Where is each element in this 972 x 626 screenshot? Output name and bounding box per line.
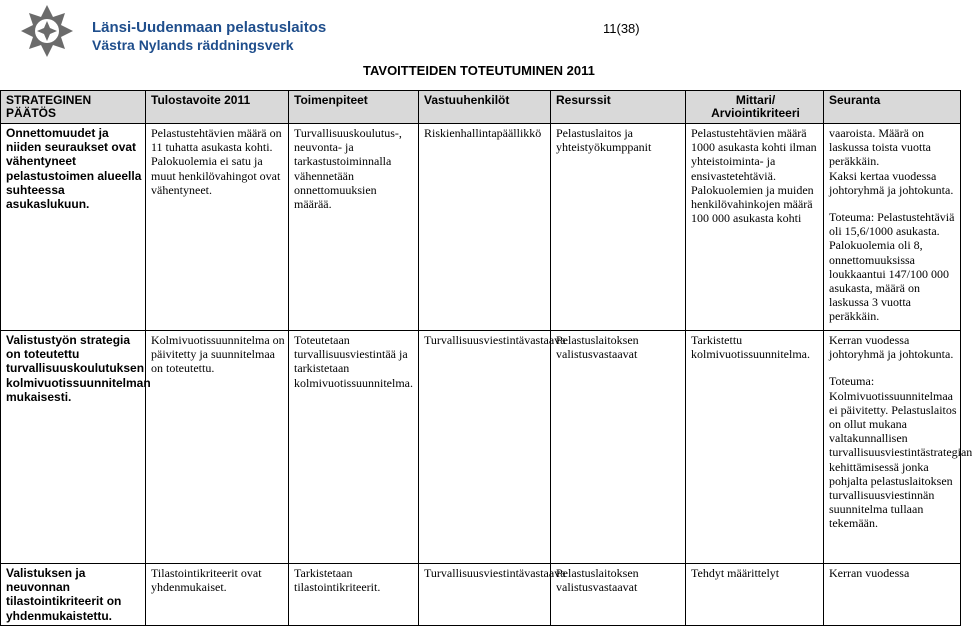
org-name-sv: Västra Nylands räddningsverk [92,37,294,53]
cell-mittari: Tehdyt määrittelyt [686,564,824,626]
seuranta-frequency: Kerran vuodessa [829,566,910,580]
table-row [1,564,961,626]
cell-toimenpiteet: Tarkistetaan tilastointikriteerit. [289,564,419,626]
cell-strateginen: Valistustyön strategia on toteutettu turvallisuuskoulutuksen kolmivuotissuunnitelman mukaisesti. [1,331,146,564]
header-strateginen: STRATEGINEN PÄÄTÖS [1,91,146,124]
rescue-cross-emblem-icon [20,4,74,58]
cell-seuranta [824,564,961,626]
goals-table [0,90,972,626]
cell-strateginen: Valistuksen ja neuvonnan tilastointikriteerit on yhdenmukaistettu. [1,564,146,626]
cell-toimenpiteet: Turvallisuuskoulutus-, neuvonta- ja tarkastustoiminnalla vähennetään onnettomuuksien määrää. [289,124,419,331]
cell-tulostavoite: Tilastointikriteerit ovat yhdenmukaiset. [146,564,289,626]
header-mittari: Mittari/ Arviointikriteeri [686,91,824,124]
cell-vastuuhenkilot: Riskienhallintapäällikkö [419,124,551,331]
org-name-fi: Länsi-Uudenmaan pelastuslaitos [92,19,327,36]
header-seuranta: Seuranta [824,91,961,124]
cell-seuranta [824,124,961,331]
page-header [0,0,960,90]
cell-resurssit: Pelastuslaitoksen valistusvastaavat [551,331,686,564]
page-number: 11(38) [603,21,640,36]
cell-tulostavoite: Kolmivuotissuunnitelma on päivitetty ja suunnitelmaa on toteutettu. [146,331,289,564]
cell-vastuuhenkilot: Turvallisuusviestintävastaava [419,331,551,564]
seuranta-toteuma: Toteuma: Pelastustehtäviä oli 15,6/1000 asukasta. Palokuolemia oli 8, onnettomuuksissa loukkaantui 147/100 000 asukasta, määrä on laskussa 3 vuotta peräkkäin. [829,210,955,324]
header-resurssit: Resurssit [551,91,686,124]
cell-resurssit: Pelastuslaitoksen valistusvastaavat [551,564,686,626]
cell-seuranta [824,331,972,564]
header-tulostavoite: Tulostavoite 2011 [146,91,289,124]
cell-strateginen: Onnettomuudet ja niiden seuraukset ovat vähentyneet pelastustoimen alueella suhteessa asukaslukuun. [1,124,146,331]
cell-vastuuhenkilot: Turvallisuusviestintävastaava [419,564,551,626]
header-vastuuhenkilot: Vastuuhenkilöt [419,91,551,124]
seuranta-frequency: Kaksi kertaa vuodessa johtoryhmä ja johtokunta. [829,168,954,197]
table-row [1,124,961,331]
table-row [1,331,961,564]
cell-mittari: Pelastustehtävien määrä 1000 asukasta kohti ilman yhteistoiminta- ja ensivastetehtäviä. Palokuolemien ja muiden henkilövahinkojen määrä 100 000 asukasta kohti [686,124,824,331]
seuranta-frequency: Kerran vuodessa johtoryhmä ja johtokunta. [829,333,954,362]
header-toimenpiteet: Toimenpiteet [289,91,419,124]
document-title: TAVOITTEIDEN TOTEUTUMINEN 2011 [363,63,595,78]
cell-toimenpiteet: Toteutetaan turvallisuusviestintää ja tarkistetaan kolmivuotissuunnitelma. [289,331,419,564]
table-header-row [1,91,961,124]
cell-mittari: Tarkistettu kolmivuotissuunnitelma. [686,331,824,564]
seuranta-toteuma: Toteuma: Kolmivuotissuunnitelmaa ei päivitetty. Pelastuslaitos on ollut mukana valtakunnallisen turvallisuusviestintästrategian kehittämisessä jonka pohjalta pelastuslaitoksen turvallisuusviestinnän suunnitelma tullaan tekemään. [829,374,972,531]
seuranta-note: vaaroista. Määrä on laskussa toista vuotta peräkkäin. [829,126,931,169]
cell-tulostavoite: Pelastustehtävien määrä on 11 tuhatta asukasta kohti. Palokuolemia ei satu ja muut henkilövahingot ovat vähentyneet. [146,124,289,331]
cell-resurssit: Pelastuslaitos ja yhteistyökumppanit [551,124,686,331]
